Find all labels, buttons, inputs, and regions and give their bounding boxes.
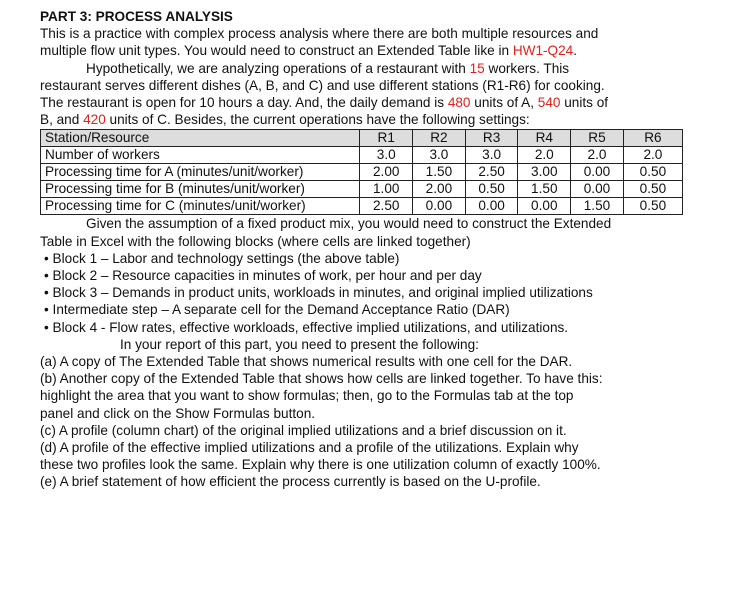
scenario-line-2: restaurant serves different dishes (A, B, and C) and use different stations (R1-R6) for cooking. bbox=[40, 77, 605, 93]
header-r3: R3 bbox=[465, 130, 518, 147]
table-cell: 2.00 bbox=[413, 181, 466, 198]
bullet-icon: • bbox=[44, 250, 49, 266]
bullet-icon: • bbox=[44, 285, 49, 301]
table-cell: 0.00 bbox=[518, 198, 571, 215]
list-item: • Intermediate step – A separate cell for the Demand Acceptance Ratio (DAR) bbox=[44, 302, 510, 318]
header-r1: R1 bbox=[360, 130, 413, 147]
table-cell: 2.0 bbox=[571, 147, 624, 164]
table-row bbox=[41, 164, 683, 181]
table-cell: 0.50 bbox=[623, 198, 682, 215]
report-intro: In your report of this part, you need to present the following: bbox=[120, 336, 479, 352]
report-items bbox=[40, 353, 705, 491]
report-item-b: (b) Another copy of the Extended Table that shows how cells are linked together. To have this: bbox=[40, 371, 603, 387]
hw-reference: HW1-Q24 bbox=[512, 43, 574, 59]
report-item-c: (c) A profile (column chart) of the original implied utilizations and a brief discussion on it. bbox=[40, 422, 567, 438]
table-cell: 1.50 bbox=[413, 164, 466, 181]
table-cell: 0.50 bbox=[623, 164, 682, 181]
report-item-d: (d) A profile of the effective implied utilizations and a profile of the utilizations. Explain why bbox=[40, 440, 579, 456]
assumption-line-1: Given the assumption of a fixed product mix, you would need to construct the Extended bbox=[86, 216, 612, 232]
table-row bbox=[41, 181, 683, 198]
bullet-icon: • bbox=[44, 268, 49, 284]
header-station: Station/Resource bbox=[41, 130, 360, 147]
row-label: Number of workers bbox=[41, 147, 360, 164]
table-cell: 2.50 bbox=[360, 198, 413, 215]
header-r6: R6 bbox=[623, 130, 682, 147]
demand-c: 420 bbox=[83, 112, 106, 128]
report-item-b-cont-1: highlight the area that you want to show formulas; then, go to the Formulas tab at the top bbox=[40, 388, 574, 404]
assumption-line-2: Table in Excel with the following blocks (where cells are linked together) bbox=[40, 233, 471, 249]
table-cell: 2.0 bbox=[518, 147, 571, 164]
table-cell: 3.0 bbox=[465, 147, 518, 164]
list-item: • Block 2 – Resource capacities in minutes of work, per hour and per day bbox=[44, 268, 482, 284]
row-label: Processing time for B (minutes/unit/worker) bbox=[41, 181, 360, 198]
report-item-e: (e) A brief statement of how efficient the process currently is based on the U-profile. bbox=[40, 474, 541, 490]
scenario-line-3: The restaurant is open for 10 hours a day. And, the daily demand is 480 units of A, 540 units of bbox=[40, 95, 609, 111]
table-cell: 2.00 bbox=[360, 164, 413, 181]
header-r2: R2 bbox=[413, 130, 466, 147]
demand-b: 540 bbox=[537, 95, 561, 111]
settings-table bbox=[40, 129, 683, 215]
report-item-a: (a) A copy of The Extended Table that shows numerical results with one cell for the DAR. bbox=[40, 354, 573, 370]
scenario-line-1: Hypothetically, we are analyzing operations of a restaurant with 15 workers. This bbox=[86, 60, 570, 76]
table-cell: 3.0 bbox=[413, 147, 466, 164]
table-cell: 0.00 bbox=[413, 198, 466, 215]
table-cell: 2.0 bbox=[623, 147, 682, 164]
header-r4: R4 bbox=[518, 130, 571, 147]
table-row bbox=[41, 147, 683, 164]
table-cell: 0.00 bbox=[571, 164, 624, 181]
table-cell: 1.50 bbox=[518, 181, 571, 198]
report-item-b-cont-2: panel and click on the Show Formulas button. bbox=[40, 405, 316, 421]
table-header-row bbox=[41, 130, 683, 147]
table-cell: 3.0 bbox=[360, 147, 413, 164]
scenario-line-4: B, and 420 units of C. Besides, the current operations have the following settings: bbox=[40, 112, 530, 128]
table-cell: 0.50 bbox=[465, 181, 518, 198]
bullet-icon: • bbox=[44, 319, 49, 335]
table-row bbox=[41, 198, 683, 215]
demand-a: 480 bbox=[447, 95, 471, 111]
list-item: • Block 1 – Labor and technology settings (the above table) bbox=[44, 250, 400, 266]
list-item: • Block 4 - Flow rates, effective workloads, effective implied utilizations, and utilizations. bbox=[44, 319, 569, 335]
intro-line-2: multiple flow unit types. You would need to construct an Extended Table like in HW1-Q24. bbox=[40, 43, 578, 59]
header-r5: R5 bbox=[571, 130, 624, 147]
bullet-icon: • bbox=[44, 302, 49, 318]
row-label: Processing time for A (minutes/unit/worker) bbox=[41, 164, 360, 181]
table-cell: 3.00 bbox=[518, 164, 571, 181]
report-item-d-cont: these two profiles look the same. Explain why there is one utilization column of exactly 100%. bbox=[40, 457, 601, 473]
table-cell: 0.00 bbox=[571, 181, 624, 198]
table-cell: 1.00 bbox=[360, 181, 413, 198]
table-cell: 0.00 bbox=[465, 198, 518, 215]
table-cell: 2.50 bbox=[465, 164, 518, 181]
table-cell: 0.50 bbox=[623, 181, 682, 198]
block-list bbox=[40, 250, 705, 336]
table-cell: 1.50 bbox=[571, 198, 624, 215]
worker-count: 15 bbox=[469, 60, 485, 76]
list-item: • Block 3 – Demands in product units, workloads in minutes, and original implied utilizations bbox=[44, 285, 593, 301]
intro-line-1: This is a practice with complex process analysis where there are both multiple resources and bbox=[40, 26, 599, 42]
row-label: Processing time for C (minutes/unit/worker) bbox=[41, 198, 360, 215]
section-title: PART 3: PROCESS ANALYSIS bbox=[40, 9, 233, 24]
